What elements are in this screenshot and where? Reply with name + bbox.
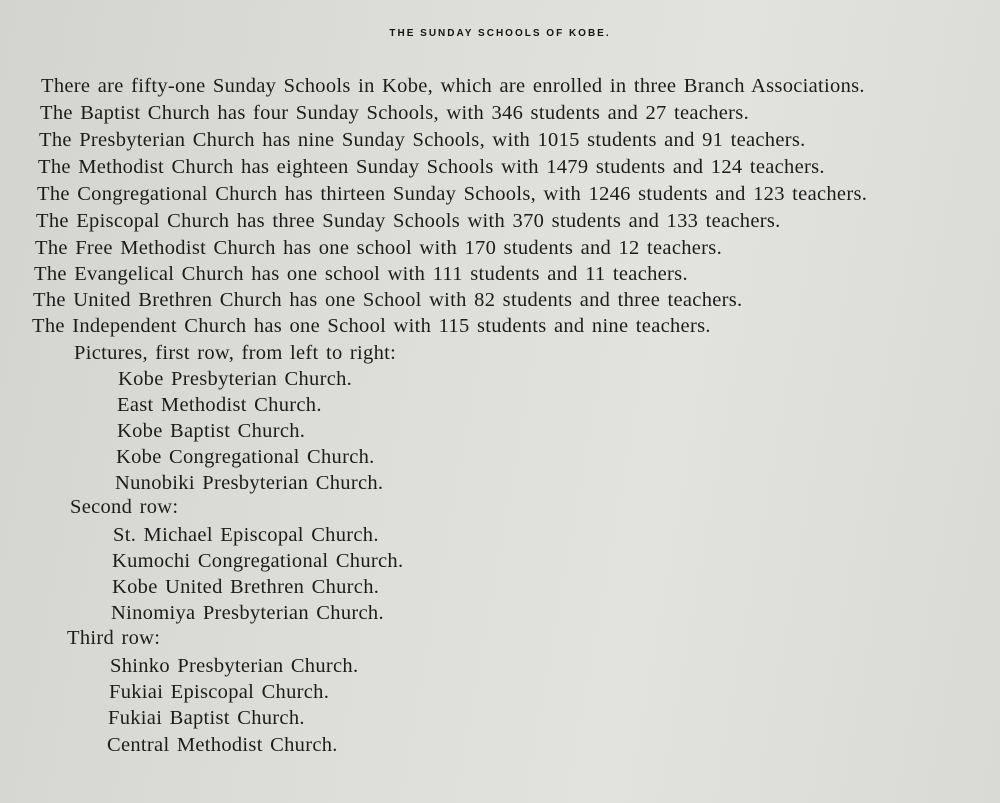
third-row-heading: Third row: [67, 627, 161, 649]
first-row-item: East Methodist Church. [117, 394, 322, 416]
second-row-item: Kobe United Brethren Church. [112, 576, 380, 598]
paragraph-line: The Methodist Church has eighteen Sunday Schools with 1479 students and 124 teachers. [38, 156, 825, 178]
first-row-item: Nunobiki Presbyterian Church. [115, 472, 384, 494]
first-row-item: Kobe Baptist Church. [117, 420, 306, 442]
paragraph-line: The Free Methodist Church has one school with 170 students and 12 teachers. [35, 237, 722, 259]
paragraph-line: The Evangelical Church has one school with 111 students and 11 teachers. [34, 263, 688, 285]
second-row-heading: Second row: [70, 496, 179, 518]
paragraph-line: There are fifty-one Sunday Schools in Kobe, which are enrolled in three Branch Associations. [41, 75, 865, 97]
paragraph-line: The Presbyterian Church has nine Sunday Schools, with 1015 students and 91 teachers. [39, 129, 806, 151]
paragraph-line: The United Brethren Church has one School with 82 students and three teachers. [33, 289, 743, 311]
paragraph-line: The Congregational Church has thirteen Sunday Schools, with 1246 students and 123 teachers. [37, 183, 868, 205]
first-row-item: Kobe Presbyterian Church. [118, 368, 353, 390]
pictures-intro: Pictures, first row, from left to right: [74, 342, 397, 364]
second-row-item: Kumochi Congregational Church. [112, 550, 404, 572]
second-row-item: Ninomiya Presbyterian Church. [111, 602, 384, 624]
third-row-item: Fukiai Baptist Church. [108, 707, 305, 729]
third-row-item: Fukiai Episcopal Church. [109, 681, 330, 703]
first-row-item: Kobe Congregational Church. [116, 446, 375, 468]
paragraph-line: The Independent Church has one School with 115 students and nine teachers. [32, 315, 711, 337]
paragraph-line: The Episcopal Church has three Sunday Schools with 370 students and 133 teachers. [36, 210, 781, 232]
third-row-item: Central Methodist Church. [107, 734, 338, 756]
second-row-item: St. Michael Episcopal Church. [113, 524, 379, 546]
page-title: THE SUNDAY SCHOOLS OF KOBE. [389, 28, 611, 39]
paragraph-line: The Baptist Church has four Sunday Schools, with 346 students and 27 teachers. [40, 102, 749, 124]
third-row-item: Shinko Presbyterian Church. [110, 655, 359, 677]
